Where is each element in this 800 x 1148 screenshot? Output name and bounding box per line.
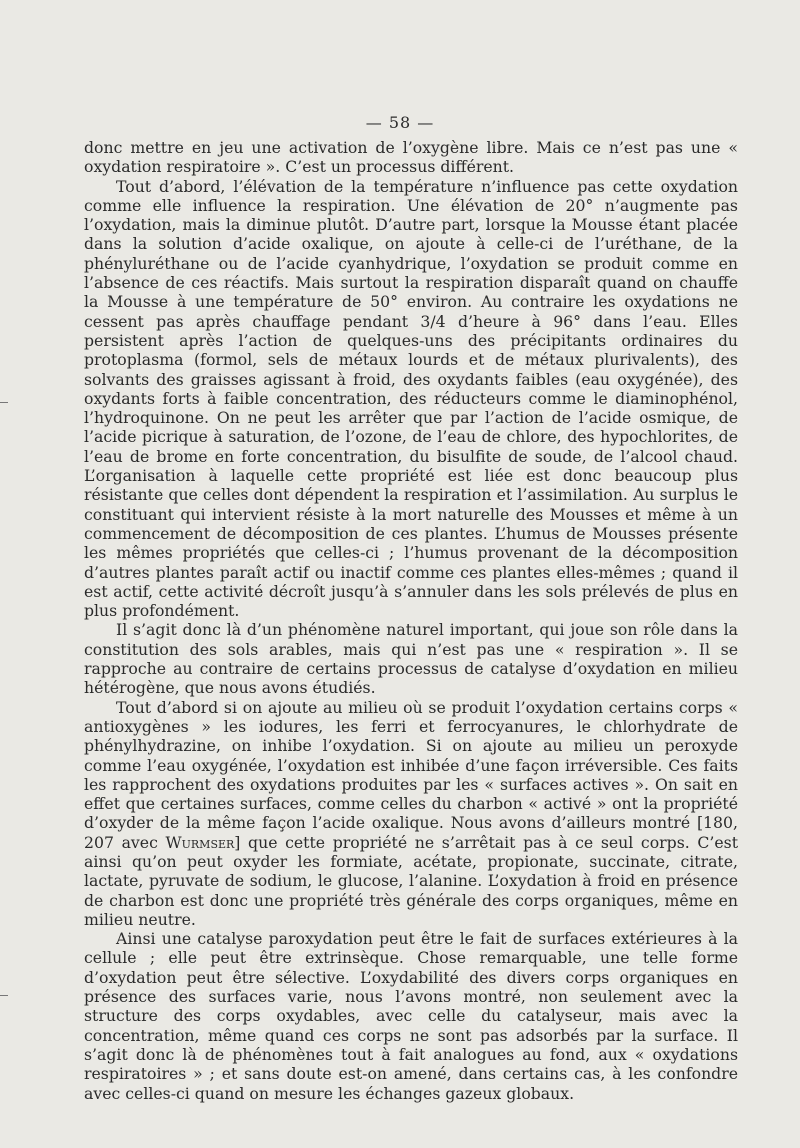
page-number: — 58 — [365,113,435,132]
paragraph-temperature: Tout d’abord, l’élévation de la température n’influence pas cette oxydation comme elle influence la respiration. Une élévation de 20° n’augmente pas l’oxydation, mais la diminue plutôt. D’autre part, lorsque la Mousse étant placée dans la solution d’acide oxalique, on ajoute à celle-ci de l’uréthane, de la phényluréthane ou de l’acide cyanhydrique, l’oxydation se produit comme en l’absence de ces réactifs. Mais surtout la respiration disparaît quand on chauffe la Mousse à une température de 50° environ. Au contraire les oxydations ne cessent pas après chauffage pendant 3/4 d’heure à 96° dans l’eau. Elles persistent après l’action de quelques-uns des précipitants ordinaires du protoplasma (formol, sels de métaux lourds et de métaux plurivalents), des solvants des graisses agissant à froid, des oxydants faibles (eau oxygénée), des oxydants forts à faible concentration, des réducteurs comme le diaminophénol, l’hydroquinone. On ne peut les arrêter que par l’action de l’acide osmique, de l’acide picrique à saturation, de l’ozone, de l’eau de chlore, des hypochlorites, de l’eau de brome en forte concentration, du bisulfite de soude, de l’alcool chaud. L’organisation à laquelle cette propriété est liée est donc beaucoup plus résistante que celles dont dépendent la respiration et l’assimilation. Au surplus le constituant qui intervient résiste à la mort naturelle des Mousses et même à un commencement de décomposition de ces plantes. L’humus de Mousses présente les mêmes propriétés que celles-ci ; l’humus provenant de la décomposition d’autres plantes paraît actif ou inactif comme ces plantes elles-mêmes ; quand il est actif, cette activité décroît jusqu’à s’annuler dans les sols prélevés de plus en plus profondément. [84,176,738,621]
margin-mark [0,995,8,996]
cited-author: Wurmser [165,832,235,852]
body-text [84,138,738,1103]
paragraph-text-before-citation: Tout d’abord si on ajoute au milieu où se produit l’oxydation certains corps « antioxygènes » les iodures, les ferri et ferrocyanures, le chlorhydrate de phénylhydrazine, on inhibe l’oxydation. Si on ajoute au milieu un peroxyde comme l’eau oxygénée, l’oxydation est inhibée d’une façon irréversible. Ces faits les rapprochent des oxydations produites par les « surfaces actives ». On sait en effet que certaines surfaces, comme celles du charbon « activé » ont la propriété d’oxyder de la même façon l’acide oxalique. Nous avons d’ailleurs montré [180, 207 avec [84,697,738,852]
paragraph-text-after-citation: ] que cette propriété ne s’arrêtait pas à ce seul corps. C’est ainsi qu’on peut oxyder les formiate, acétate, propionate, succinate, citrate, lactate, pyruvate de sodium, le glucose, l’alanine. L’oxydation à froid en présence de charbon est donc une propriété très générale des corps organiques, même en milieu neutre. [84,832,739,929]
paragraph-continuation: donc mettre en jeu une activation de l’oxygène libre. Mais ce n’est pas une « oxydation respiratoire ». C’est un processus différent. [84,138,738,177]
paragraph-natural-phenomenon: Il s’agit donc là d’un phénomène naturel important, qui joue son rôle dans la constitution des sols arables, mais qui n’est pas une « respiration ». Il se rapproche au contraire de certains processus de catalyse d’oxydation en milieu hétérogène, que nous avons étudiés. [84,620,738,698]
paragraph-extrinsic-catalysis: Ainsi une catalyse paroxydation peut être le fait de surfaces extérieures à la cellule ; elle peut être extrinsèque. Chose remarquable, une telle forme d’oxydation peut être sélective. L’oxydabilité des divers corps organiques en présence des surfaces varie, nous l’avons montré, non seulement avec la structure des corps oxydables, avec celle du catalyseur, mais avec la concentration, même quand ces corps ne sont pas adsorbés par la surface. Il s’agit donc là de phénomènes tout à fait analogues au fond, aux « oxydations respiratoires » ; et sans doute est-on amené, dans certains cas, à les confondre avec celles-ci quand on mesure les échanges gazeux globaux. [84,929,738,1103]
margin-mark [0,402,8,403]
paragraph-anti-oxygens [84,698,738,930]
